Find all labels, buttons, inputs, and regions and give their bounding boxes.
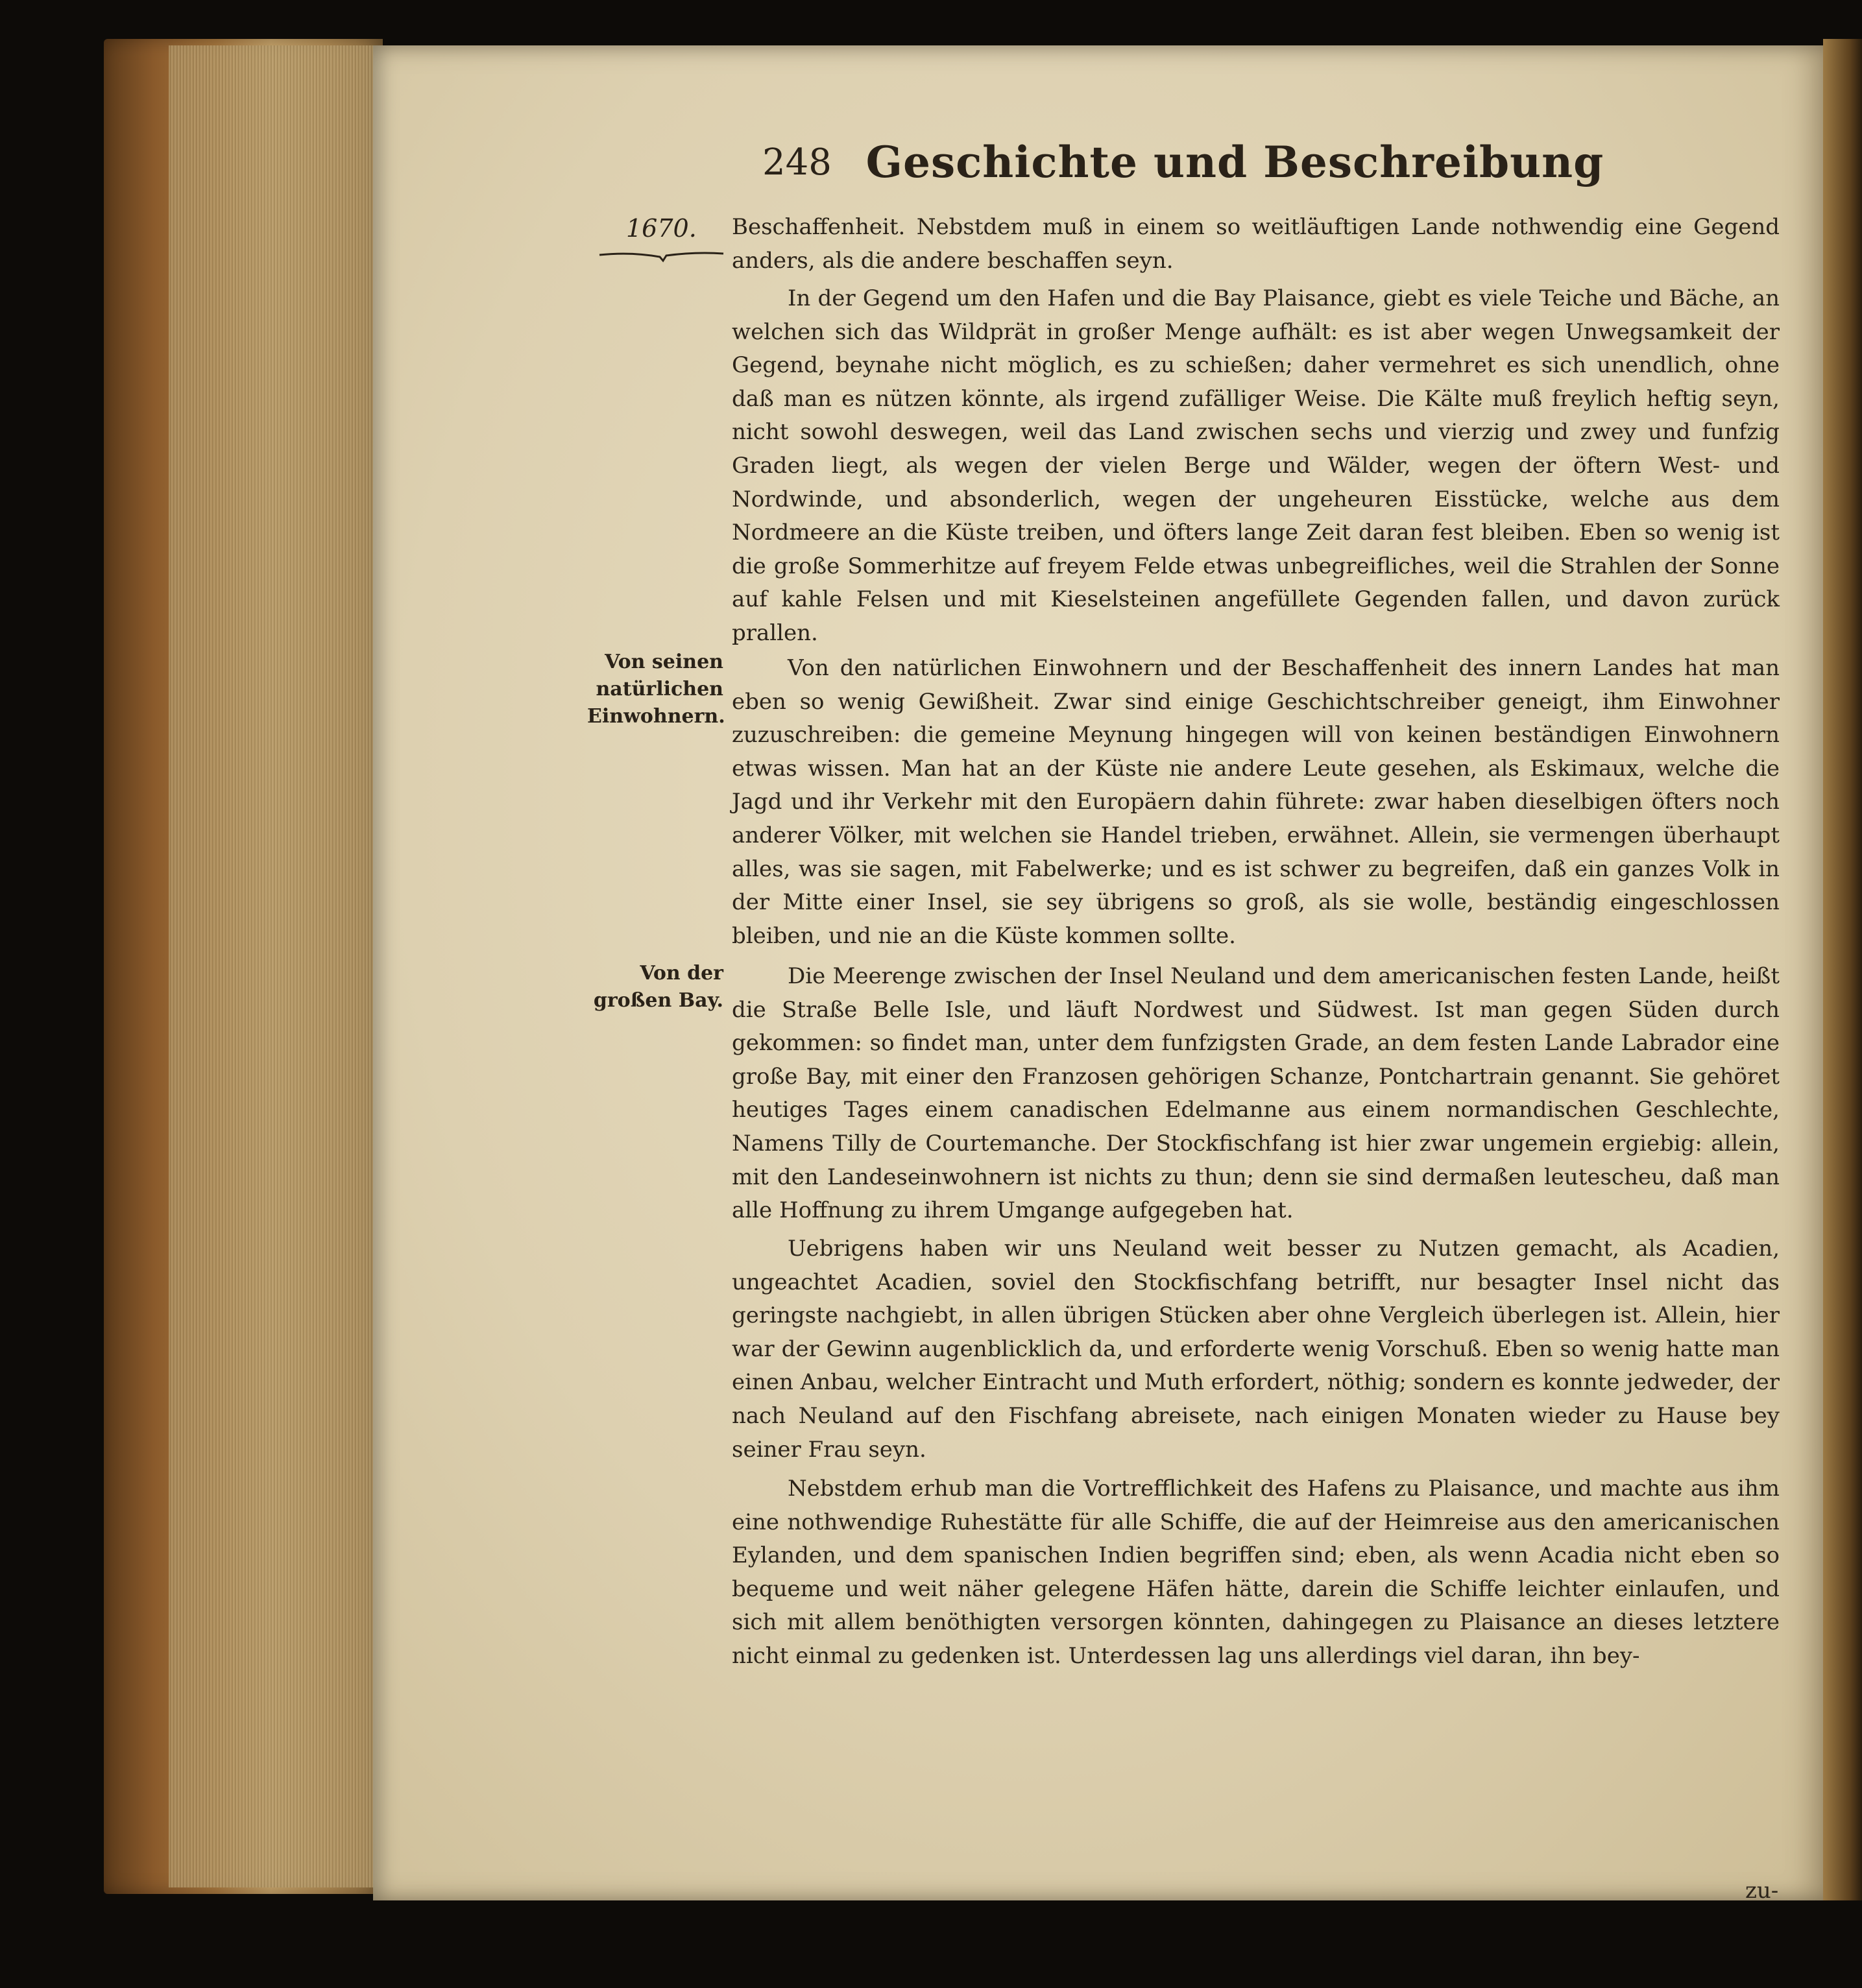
paragraph-2: In der Gegend um den Hafen und die Bay Plaisance, giebt es viele Teiche und Bäche, an welchen sich das Wildprät in großer Menge aufhält: es ist aber wegen Unwegsamkeit der Gegend, beynahe nicht möglich, es zu schießen; daher vermehret es sich unendlich, ohne daß man es nützen könnte, als irgend zufälliger Weise. Die Kälte muß freylich heftig seyn, nicht sowohl deswegen, weil das Land zwischen sechs und vierzig und zwey und funfzig Graden liegt, als wegen der vielen Berge und Wälder, wegen der öftern West- und Nordwinde, und absonderlich, wegen der ungeheuren Eisstücke, welche aus dem Nordmeere an die Küste treiben, und öfters lange Zeit daran fest bleiben. Eben so wenig ist die große Sommerhitze auf freyem Felde etwas unbegreifliches, weil die Strahlen der Sonne auf kahle Felsen und mit Kieselsteinen angefüllete Gegenden fallen, und davon zurück prallen. (732, 285, 1780, 646)
running-head (762, 133, 1638, 191)
paragraph-4: Die Meerenge zwischen der Insel Neuland und dem americanischen festen Lande, heißt die Straße Belle Isle, und läuft Nordwest und Südwest. Ist man gegen Süden durch gekommen: so findet man, unter dem funfzigsten Grade, an dem festen Lande Labrador eine große Bay, mit einer den Franzosen gehörigen Schanze, Pontchartrain genannt. Sie gehöret heutiges Tages einem canadischen Edelmanne aus einem normandischen Geschlechte, Namens Tilly de Courtemanche. Der Stockfischfang ist hier zwar ungemein ergiebig: allein, mit den Landeseinwohnern ist nichts zu thun; denn sie sind dermaßen leutescheu, daß man alle Hoffnung zu ihrem Umgange aufgegeben hat. (732, 963, 1780, 1224)
paragraph-3: Von den natürlichen Einwohnern und der Beschaffenheit des innern Landes hat man eben so wenig Gewißheit. Zwar sind einige Geschichtschreiber geneigt, ihm Einwohner zuzuschreiben: die gemeine Meynung hingegen will von keinen beständigen Einwohnern etwas wissen. Man hat an der Küste nie andere Leute gesehen, als Eskimaux, welche die Jagd und ihr Verkehr mit den Europäern dahin führete: zwar haben dieselbigen öfters noch anderer Völker, mit welchen sie Handel trieben, erwähnet. Allein, sie vermengen überhaupt alles, was sie sagen, mit Fabelwerke; und es ist schwer zu begreifen, daß ein ganzes Volk in der Mitte einer Insel, sie sey übrigens so groß, als sie wolle, beständig eingeschlossen bleiben, und nie an die Küste kommen sollte. (732, 655, 1780, 949)
facing-page-edge (1823, 39, 1862, 1900)
margin-year: 1670. (626, 214, 697, 243)
paragraph-6: Nebstdem erhub man die Vortrefflichkeit des Hafens zu Plaisance, und machte aus ihm eine nothwendige Ruhestätte für alle Schiffe, die auf der Heimreise aus den americanischen Eylanden, und dem spanischen Indien begriffen sind; eben, als wenn Acadia nicht eben so bequeme und weit näher gelegene Häfen hätte, darein die Schiffe leichter einlaufen, und sich mit allem benöthigten versorgen könnten, dahingegen zu Plaisance an dieses letztere nicht einmal zu gedenken ist. Unterdessen lag uns allerdings viel daran, ihn bey- (732, 1476, 1780, 1669)
catchword: zu- (1745, 1878, 1779, 1904)
running-title: Geschichte und Beschreibung (865, 137, 1604, 187)
margin-note-great-bay: Von der großen Bay. (593, 962, 723, 1012)
page-edges (169, 45, 383, 1887)
paragraph-1: Beschaffenheit. Nebstdem muß in einem so weitläuftigen Lande nothwendig eine Gegend anders, als die andere beschaffen seyn. (732, 214, 1780, 274)
page-number: 248 (762, 141, 832, 184)
paragraph-5: Uebrigens haben wir uns Neuland weit besser zu Nutzen gemacht, als Acadien, ungeachtet Acadien, soviel den Stockfischfang betrifft, nur besagter Insel nicht das geringste nachgiebt, in allen übrigen Stücken aber ohne Vergleich überlegen ist. Allein, hier war der Gewinn augenblicklich da, und erforderte wenig Vorschuß. Eben so wenig hatte man einen Anbau, welcher Eintracht und Muth erfordert, nöthig; sondern es konnte jedweder, der nach Neuland auf den Fischfang abreisete, nach einigen Monaten wieder zu Hause bey seiner Frau seyn. (732, 1236, 1780, 1463)
year-flourish-rule (598, 245, 725, 265)
margin-note-inhabitants: Von seinen natürlichen Einwohnern. (587, 651, 725, 728)
